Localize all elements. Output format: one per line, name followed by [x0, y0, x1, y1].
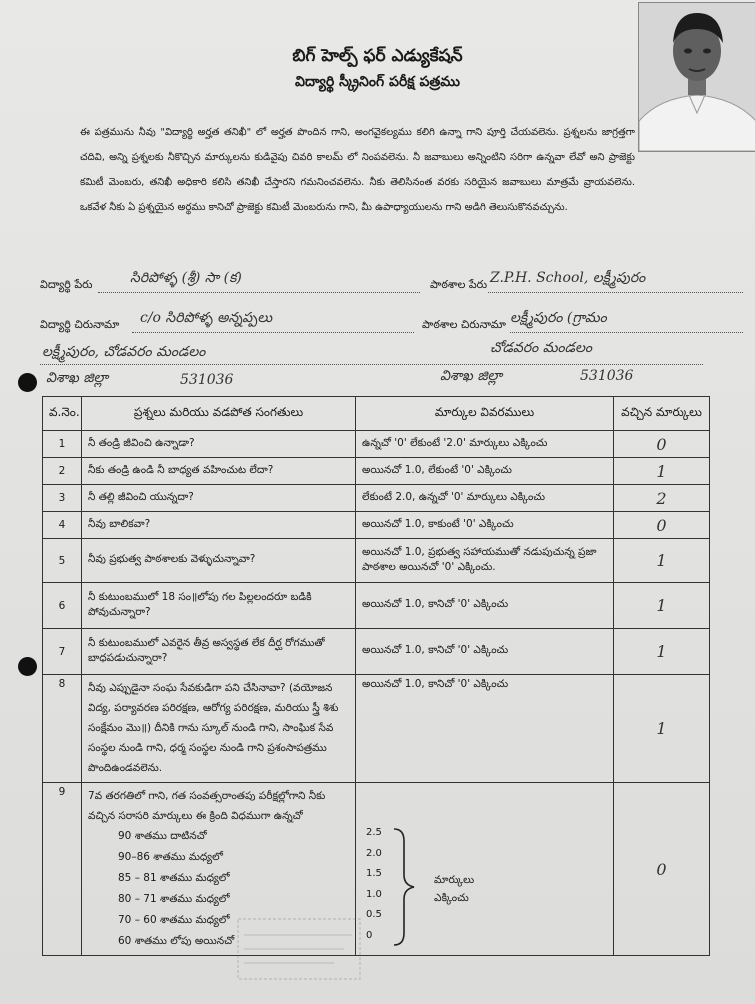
range-item: 70 – 60 శాతము మధ్యలో [118, 914, 230, 926]
row-question: నీ కుటుంబములో 18 సం॥లోపు గల పిల్లలందరూ బడికి పోవుచున్నారా? [82, 583, 356, 629]
form-subtitle: విద్యార్థి స్క్రీనింగ్ పరీక్ష పత్రము [295, 74, 460, 90]
header-details: మార్కుల వివరములు [356, 397, 614, 431]
row-details: లేకుంటే 2.0, ఉన్నచో '0' మార్కులు ఎక్కించు [356, 485, 614, 512]
row-question: నీ కుటుంబములో ఎవరైన తీవ్ర అస్వస్థత లేక దీర్ఘ రోగముతో బాధపడుచున్నారా? [82, 629, 356, 675]
range-item: 90 శాతము దాటినచో [118, 830, 207, 842]
row-question: నీకు తండ్రి ఉండి నీ బాధ్యత వహించుట లేదా? [82, 458, 356, 485]
school-name-line [488, 292, 743, 293]
row-details [356, 783, 614, 956]
row-number: 4 [43, 512, 82, 539]
address-line2-right[interactable]: చోడవరం మండలం [490, 340, 592, 356]
student-address-label: విద్యార్థి చిరునామా [40, 318, 120, 331]
row-number: 2 [43, 458, 82, 485]
points-label-line-2: ఎక్కించు [434, 892, 469, 904]
table-row [43, 675, 710, 783]
points-scale [362, 823, 607, 953]
row-marks[interactable]: 0 [614, 512, 710, 539]
row-number: 8 [43, 675, 82, 783]
row-details: అయినచో 1.0, కానిచో '0' ఎక్కించు [356, 583, 614, 629]
row-question: నీవు ఎప్పుడైనా సంఘ సేవకుడిగా పని చేసినావా? (వయోజన విద్య, పర్యావరణ పరిరక్షణ, ఆరోగ్య పరిరక్షణ, మరియు స్త్రీ శిశు సంక్షేమం మొ॥) దీనికి గాను స్కూల్ నుండి గాని, సాంఘిక సేవ సంస్థల నుండి గాని, ధర్మ సంస్థల నుండి గాని ప్రశంసాపత్రము పొందిఉండవలెను. [82, 675, 356, 783]
student-address-value[interactable]: c/o సిరిపోళ్ళ అన్నప్పలు [140, 310, 273, 326]
point-value: 0.5 [366, 909, 382, 920]
punch-hole-top [18, 373, 37, 392]
table-header-row [43, 397, 710, 431]
row-number: 5 [43, 539, 82, 583]
range-item: 85 – 81 శాతము మధ్యలో [118, 872, 230, 884]
point-value: 2.5 [366, 827, 382, 838]
row-number: 6 [43, 583, 82, 629]
row-question: నీవు ప్రభుత్వ పాఠశాలకు వెళ్ళుచున్నావా? [82, 539, 356, 583]
points-label [434, 871, 474, 907]
school-name-label: పాఠశాల పేరు [430, 278, 488, 291]
table-row [43, 583, 710, 629]
row9-question-text: 7వ తరగతిలో గాని, గత సంవత్సరాంతపు పరీక్షల్లోగాని నీకు వచ్చిన సరాసరి మార్కులు ఈ క్రింది విధముగా ఉన్నచో [88, 790, 326, 822]
row-number: 1 [43, 431, 82, 458]
table-row [43, 512, 710, 539]
range-item: 60 శాతము లోపు అయినచో [118, 935, 235, 947]
row-marks[interactable]: 1 [614, 583, 710, 629]
pin-right[interactable]: 531036 [580, 368, 634, 384]
header-serial: వ.నెం. [43, 397, 82, 431]
table-row [43, 539, 710, 583]
row-marks[interactable]: 0 [614, 783, 710, 956]
school-address-value[interactable]: లక్ష్మీపురం (గ్రామం [510, 310, 607, 326]
header-question: ప్రశ్నలు మరియు వడపోత సంగతులు [82, 397, 356, 431]
row-question: నీ తల్లి జీవించి యున్నదా? [82, 485, 356, 512]
student-name-label: విద్యార్థి పేరు [40, 278, 93, 291]
row-details: ఉన్నచో '0' లేకుంటే '2.0' మార్కులు ఎక్కించు [356, 431, 614, 458]
punch-hole-bottom [18, 657, 37, 676]
range-item: 90–86 శాతము మధ్యలో [118, 851, 223, 863]
school-name-value[interactable]: Z.P.H. School, లక్ష్మీపురం [490, 270, 646, 286]
table-row [43, 485, 710, 512]
row-marks[interactable]: 1 [614, 675, 710, 783]
questions-table [42, 396, 710, 956]
points-label-line-1: మార్కులు [434, 874, 475, 886]
school-address-line [510, 332, 743, 333]
row-details: అయినచో 1.0, కానిచో '0' ఎక్కించు [356, 675, 614, 783]
point-value: 0 [366, 929, 373, 941]
student-name-value[interactable]: సిరిపోళ్ళ (శ్రీ) సా (క) [130, 270, 242, 286]
point-value: 1.0 [366, 888, 382, 900]
curly-brace-icon [390, 827, 420, 947]
row-number: 3 [43, 485, 82, 512]
point-value: 1.5 [366, 868, 382, 879]
row-number: 9 [43, 783, 82, 956]
row-details: అయినచో 1.0, కానిచో '0' ఎక్కించు [356, 629, 614, 675]
faded-stamp [234, 915, 364, 985]
table-row [43, 431, 710, 458]
row-marks[interactable]: 2 [614, 485, 710, 512]
row-details: అయినచో 1.0, లేకుంటే '0' ఎక్కించు [356, 458, 614, 485]
district-right[interactable]: విశాఖ జిల్లా [440, 368, 503, 384]
row-question: నీ తండ్రి జీవించి ఉన్నాడా? [82, 431, 356, 458]
pin-left[interactable]: 531036 [180, 372, 234, 388]
student-address-line [132, 332, 414, 333]
row-number: 7 [43, 629, 82, 675]
row-details: అయినచో 1.0, ప్రభుత్వ సహాయముతో నడుపుచున్న ప్రజా పాఠశాల అయినచో '0' ఎక్కించు. [356, 539, 614, 583]
row-question: నీవు బాలికవా? [82, 512, 356, 539]
form-title: బిగ్ హెల్ప్ ఫర్ ఎడ్యుకేషన్ [292, 46, 463, 66]
point-value: 2.0 [366, 847, 382, 859]
student-name-line [98, 292, 420, 293]
row-marks[interactable]: 1 [614, 539, 710, 583]
row-marks[interactable]: 1 [614, 458, 710, 485]
table-row [43, 783, 710, 956]
row-marks[interactable]: 1 [614, 629, 710, 675]
address-line2-left[interactable]: లక్ష్మీపురం, చోడవరం మండలం [42, 344, 206, 360]
row-details: అయినచో 1.0, కాకుంటే '0' ఎక్కించు [356, 512, 614, 539]
instructions-paragraph: ఈ పత్రమును నీవు "విద్యార్థి అర్హత తనిఖీ" లో అర్హత పొందిన గాని, అంగవైకల్యము కలిగి ఉన్నా గాని పూర్తి చేయవలెను. ప్రశ్నలను జాగ్రత్తగా చదివి, అన్ని ప్రశ్నలకు నీకొచ్చిన మార్కులను కుడివైపు చివరి కాలమ్ లో నింపవలెను. నీ జవాబులు అన్నింటిని సరిగా ఉన్నవా లేవో అని ప్రాజెక్టు కమిటీ మెంబరు, తనిఖీ అధికారి కలిసి తనిఖీ చేస్తారని గమనించవలెను. నీకు తెలిసినంత వరకు సరియైన జవాబులు మాత్రమే వ్రాయవలెను. ఒకవేళ నీకు ఏ ప్రశ్నయైన అర్థము కానిచో ప్రాజెక్టు కమిటీ మెంబరును గాని, మీ ఉపాధ్యాయులను గాని అడిగి తెలుసుకొనవచ్చును. [80, 127, 635, 213]
row-marks[interactable]: 0 [614, 431, 710, 458]
district-left[interactable]: విశాఖ జిల్లా [46, 370, 109, 386]
table-row [43, 458, 710, 485]
address-line-2 [40, 364, 703, 365]
points-list [366, 823, 382, 946]
header-marks: వచ్చిన మార్కులు [614, 397, 710, 431]
school-address-label: పాఠశాల చిరునామా [422, 318, 506, 331]
stamp-mark-icon [234, 915, 364, 985]
range-item: 80 – 71 శాతము మధ్యలో [118, 893, 230, 905]
table-row [43, 629, 710, 675]
